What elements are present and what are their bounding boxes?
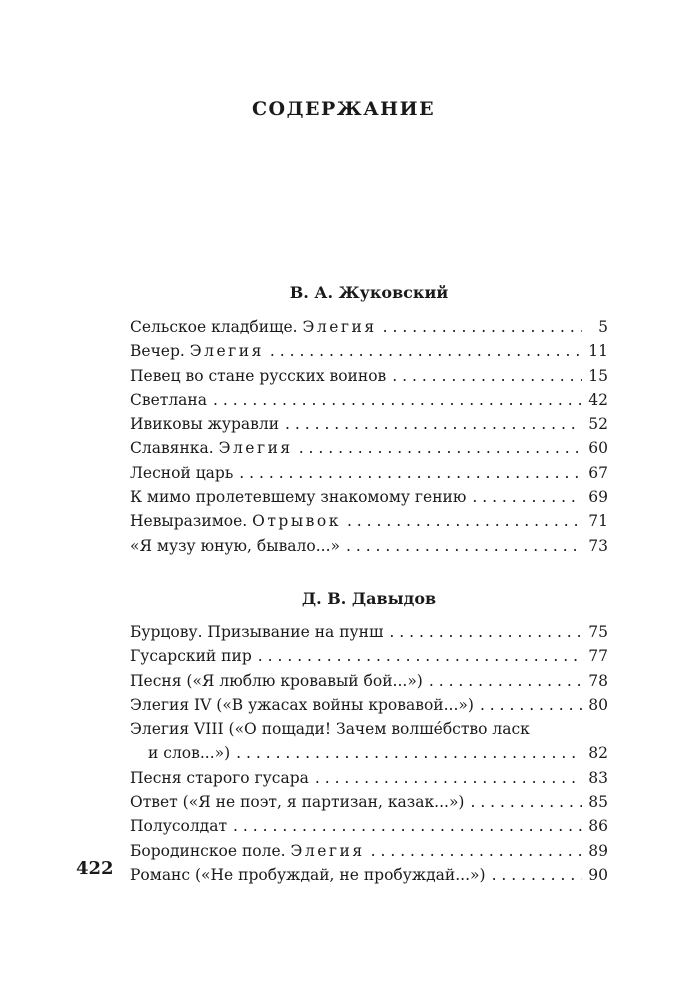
leader-dots — [258, 644, 582, 668]
leader-dots — [315, 766, 582, 790]
leader-dots — [346, 534, 582, 558]
page-number: 86 — [588, 817, 608, 836]
toc-entry[interactable]: Невыразимое. Отрывок . . . 71 — [130, 509, 608, 533]
leader-dots — [371, 839, 582, 863]
page-number: 75 — [588, 623, 608, 641]
section-heading-davydov: Д. В. Давыдов — [301, 589, 437, 608]
page-number: 67 — [588, 463, 608, 482]
page-number: 89 — [588, 841, 608, 860]
leader-dots — [233, 814, 582, 838]
page-number: 71 — [588, 512, 608, 531]
leader-dots — [492, 863, 582, 887]
toc-entry[interactable]: Вечер. Элегия . . . 11 — [130, 339, 608, 363]
leader-dots — [239, 461, 582, 485]
toc-entry[interactable]: Песня старого гусара . . . 83 — [130, 766, 608, 790]
toc-entry[interactable]: Ответ («Я не поэт, я партизан, казак...») . . . 85 — [130, 790, 608, 814]
page-number: 73 — [588, 536, 608, 555]
page-number: 80 — [588, 695, 608, 714]
toc-entry[interactable]: Бурцову. Призывание на пунш . . . 75 — [130, 620, 608, 644]
page-number: 82 — [588, 744, 608, 763]
toc-entry[interactable]: Романс («Не пробуждай, не пробуждай...») . . . 90 — [130, 863, 608, 887]
leader-dots — [347, 509, 582, 533]
toc-entry[interactable]: Светлана . . . 42 — [130, 388, 608, 412]
leader-dots — [236, 741, 582, 765]
section-heading-zhukovsky: В. А. Жуковский — [289, 283, 449, 302]
toc-entry[interactable]: Сельское кладбище. Элегия . . . 5 — [130, 315, 608, 339]
toc-entry[interactable]: Элегия IV («В ужасах войны кровавой...») . . . 80 — [130, 693, 608, 717]
page-number: 83 — [588, 768, 608, 787]
toc-entry[interactable]: Ивиковы журавли . . . 52 — [130, 412, 608, 436]
toc-entry[interactable]: Полусолдат . . . 86 — [130, 814, 608, 838]
folio-page-number: 422 — [76, 858, 114, 879]
toc-entry[interactable]: Бородинское поле. Элегия . . . 89 — [130, 839, 608, 863]
toc-entry[interactable]: «Я музу юную, бывало...» . . . 73 — [130, 534, 608, 558]
page-number: 69 — [588, 488, 608, 507]
toc-list-zhukovsky — [130, 315, 608, 558]
page-number: 15 — [588, 366, 608, 385]
page-number: 78 — [588, 671, 608, 690]
toc-entry[interactable]: Лесной царь . . . 67 — [130, 461, 608, 485]
leader-dots — [480, 693, 582, 717]
page-number: 85 — [588, 793, 608, 812]
toc-entry[interactable]: Элегия VIII («О пощади! Зачем волше́бство ласк и слов...») . . . 82 — [130, 717, 608, 766]
page-number: 42 — [588, 390, 608, 409]
leader-dots — [270, 339, 582, 363]
leader-dots — [285, 412, 582, 436]
leader-dots — [470, 790, 582, 814]
toc-entry[interactable]: К мимо пролетевшему знакомому гению . . . 69 — [130, 485, 608, 509]
leader-dots — [429, 669, 582, 693]
leader-dots — [299, 436, 582, 460]
leader-dots — [389, 620, 582, 644]
leader-dots — [383, 315, 582, 339]
toc-entry[interactable]: Певец во стане русских воинов . . . 15 — [130, 364, 608, 388]
page-number: 52 — [588, 415, 608, 434]
page-title: СОДЕРЖАНИЕ — [251, 98, 436, 120]
page-number: 90 — [588, 865, 608, 884]
toc-entry[interactable]: Славянка. Элегия . . . 60 — [130, 436, 608, 460]
leader-dots — [472, 485, 582, 509]
toc-list-davydov — [130, 620, 608, 887]
leader-dots — [213, 388, 582, 412]
toc-entry[interactable]: Гусарский пир . . . 77 — [130, 644, 608, 668]
page-number: 77 — [588, 647, 608, 666]
page-number: 60 — [588, 439, 608, 458]
leader-dots — [392, 364, 582, 388]
toc-entry[interactable]: Песня («Я люблю кровавый бой...») . . . 78 — [130, 669, 608, 693]
page-number: 11 — [588, 342, 608, 361]
page-number: 5 — [598, 318, 608, 336]
